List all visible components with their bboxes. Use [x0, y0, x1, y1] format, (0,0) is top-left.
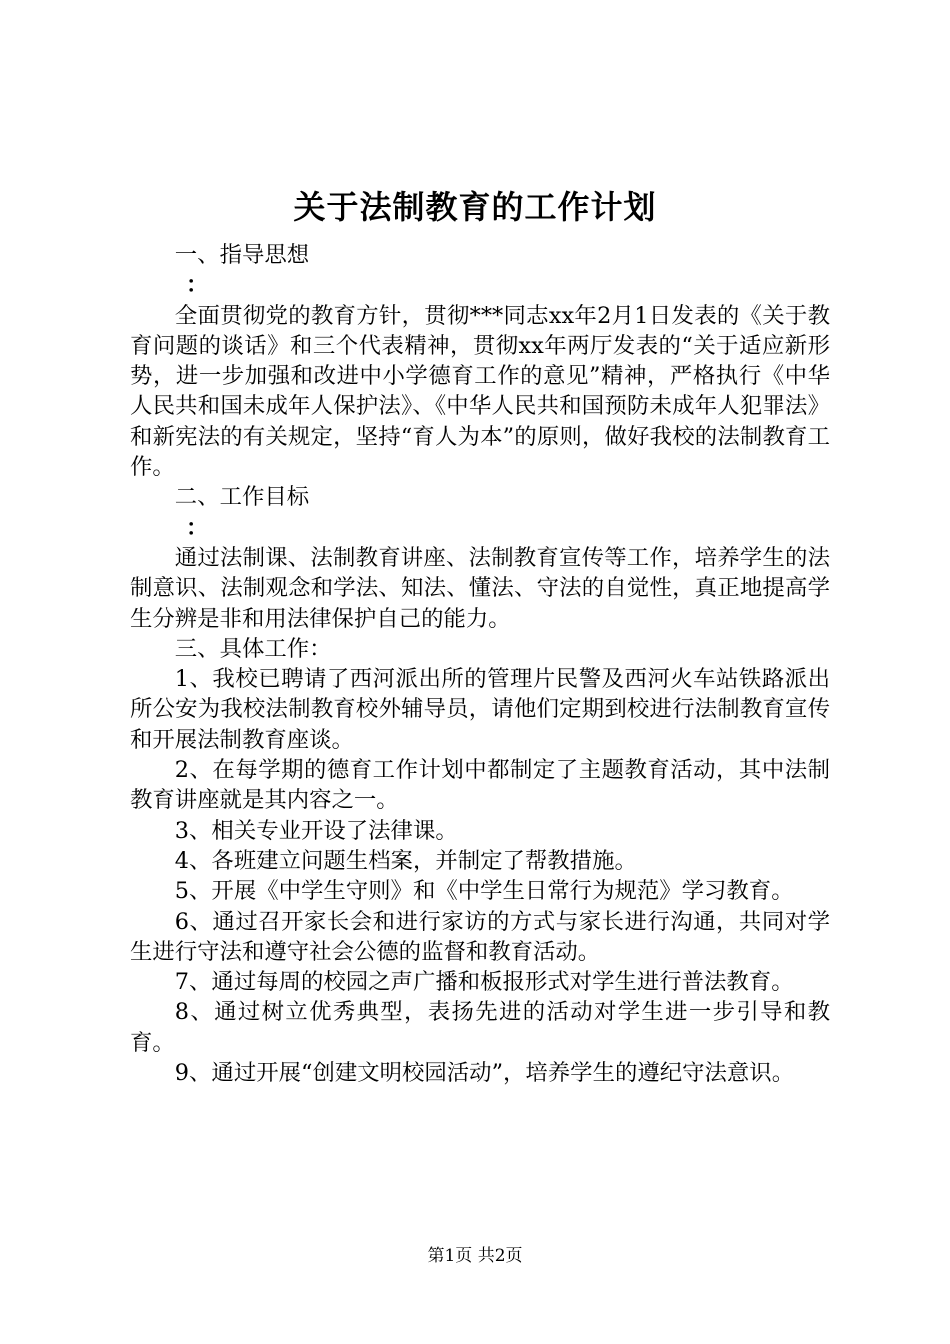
list-item: 7、通过每周的校园之声广播和板报形式对学生进行普法教育。	[174, 969, 794, 996]
list-item: 9、通过开展“创建文明校园活动”，培养学生的遵纪守法意识。	[174, 1060, 795, 1087]
list-item: 6、通过召开家长会和进行家访的方式与家长进行沟通，共同对学生进行守法和遵守社会公德的监督和教育活动。	[130, 908, 830, 965]
document-title: 关于法制教育的工作计划	[293, 188, 657, 226]
document-body	[130, 240, 830, 1088]
list-item: 2、在每学期的德育工作计划中都制定了主题教育活动，其中法制教育讲座就是其内容之一。	[130, 757, 830, 814]
section-heading-work-goals: 二、工作目标	[174, 484, 310, 511]
page-footer: 第1页 共2页	[427, 1246, 523, 1266]
list-item: 1、我校已聘请了西河派出所的管理片民警及西河火车站铁路派出所公安为我校法制教育校外辅导员，请他们定期到校进行法制教育宣传和开展法制教育座谈。	[130, 666, 830, 753]
list-item: 4、各班建立问题生档案，并制定了帮教措施。	[174, 847, 637, 874]
section-heading-specific-work: 三、具体工作：	[174, 635, 332, 662]
colon-line: ：	[186, 514, 209, 541]
list-item: 5、开展《中学生守则》和《中学生日常行为规范》学习教育。	[174, 878, 794, 905]
section-heading-guiding-ideology: 一、指导思想	[174, 242, 310, 268]
list-item: 3、相关专业开设了法律课。	[174, 817, 458, 844]
list-item: 8、通过树立优秀典型，表扬先进的活动对学生进一步引导和教育。	[130, 999, 830, 1056]
colon-line: ：	[186, 272, 209, 299]
paragraph-guiding-ideology: 全面贯彻党的教育方针，贯彻***同志xx年2月1日发表的《关于教育问题的谈话》和三个代表精神，贯彻xx年两厅发表的“关于适应新形势，进一步加强和改进中小学德育工作的意见”精神，严格执行《中华人民共和国未成年人保护法》、《中华人民共和国预防未成年人犯罪法》和新宪法的有关规定，坚持“育人为本”的原则，做好我校的法制教育工作。	[130, 302, 830, 481]
paragraph-work-goals: 通过法制课、法制教育讲座、法制教育宣传等工作，培养学生的法制意识、法制观念和学法、知法、懂法、守法的自觉性，真正地提高学生分辨是非和用法律保护自己的能力。	[130, 544, 830, 632]
